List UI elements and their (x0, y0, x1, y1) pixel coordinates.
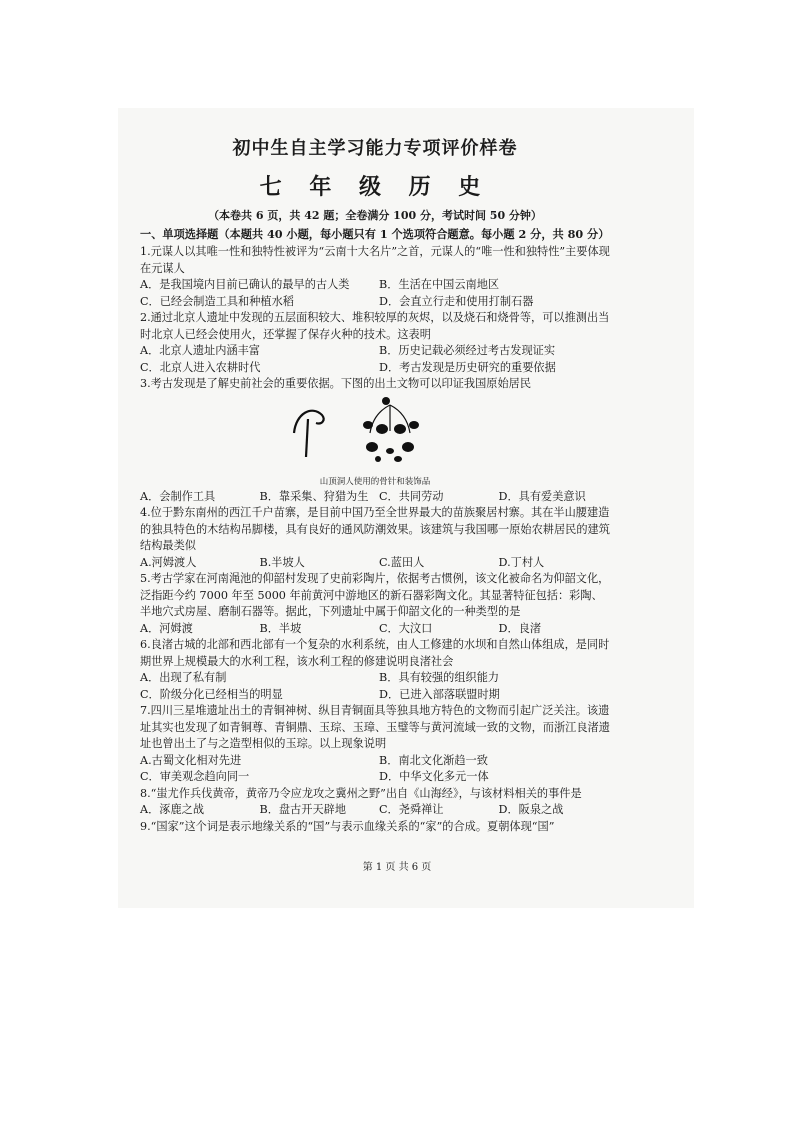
question-8: 8.“蚩尤作兵伐黄帝，黄帝乃令应龙攻之冀州之野”出自《山海经》，与该材料相关的事件是 (140, 786, 582, 800)
question-3: 3.考古发现是了解史前社会的重要依据。下图的出土文物可以印证我国原始居民 (140, 377, 532, 390)
question-1: 1.元谋人以其唯一性和独特性被评为“云南十大名片”之首，元谋人的“唯一性和独特性”主要体现在元谋人 (140, 245, 610, 275)
question-4: 4.位于黔东南州的西江千户苗寨，是目前中国乃至全世界最大的苗族聚居村寨。其在半山腰建造的独具特色的木结构吊脚楼，具有良好的通风防潮效果。该建筑与我国哪一原始农耕居民的建筑结构最类似 (140, 506, 610, 552)
option-a: A．涿鹿之战 (140, 803, 205, 816)
question-7: 7.四川三星堆遗址出土的青铜神树、纵目青铜面具等独具地方特色的文物而引起广泛关注。该遗址其实也发现了如青铜尊、青铜鼎、玉琮、玉璋、玉璧等与黄河流域一致的文物，而浙江良渚遗址也曾出土了与之造型相似的玉琮。以上现象说明 (140, 704, 610, 750)
option-c: C．共同劳动 (379, 489, 444, 503)
option-b: B．具有较强的组织能力 (379, 671, 500, 684)
option-d: D．中华文化多元一体 (379, 770, 489, 783)
option-c: C．大汶口 (379, 621, 433, 635)
question-6: 6.良渚古城的北部和西北部有一个复杂的水利系统，由人工修建的水坝和自然山体组成，是同时期世界上规模最大的水利工程，该水利工程的修建说明良渚社会 (140, 638, 610, 668)
option-c: C．已经会制造工具和种植水稻 (140, 294, 294, 308)
option-a: A．北京人遗址内涵丰富 (140, 344, 260, 357)
figure-caption: 山顶洞人使用的骨针和装饰品 (319, 476, 431, 487)
bone-needle-ornaments-figure (140, 395, 610, 475)
option-b: B．盘古开天辟地 (259, 803, 347, 816)
question-8-options (140, 802, 610, 819)
option-b: B．靠采集、狩猎为生 (259, 489, 369, 503)
option-d: D．考古发现是历史研究的重要依据 (379, 360, 556, 374)
question-5: 5.考古学家在河南渑池的仰韶村发现了史前彩陶片，依据考古惯例，该文化被命名为仰韶文化，泛指距今约 7000 年至 5000 年前黄河中游地区的新石器彩陶文化。其显著特征包括：彩陶、半地穴式房屋、磨制石器等。据此，下列遗址中属于仰韶文化的一种类型的是 (140, 572, 610, 618)
option-d: D．会直立行走和使用打制石器 (379, 294, 534, 308)
option-b: B．半坡 (259, 621, 302, 635)
option-a: A．河姆渡 (140, 621, 193, 635)
exam-info: （本卷共 6 页，共 42 题；全卷满分 100 分，考试时间 50 分钟） (208, 209, 542, 222)
option-c: C．审美观念趋向同一 (140, 770, 250, 783)
option-a: A．出现了私有制 (140, 671, 227, 684)
option-b: B．南北文化渐趋一致 (379, 753, 488, 767)
option-d: D．阪泉之战 (498, 803, 564, 816)
question-2-options (140, 343, 610, 376)
question-1-options (140, 277, 610, 310)
option-d: D．良渚 (498, 621, 542, 635)
option-c: C.蓝田人 (379, 555, 425, 569)
exam-title: 初中生自主学习能力专项评价样卷 (232, 138, 518, 159)
option-a: A．是我国境内目前已确认的最早的古人类 (140, 278, 350, 291)
question-6-options (140, 670, 610, 703)
option-d: D．已进入部落联盟时期 (379, 687, 500, 701)
bone-needle-and-ornaments-image (286, 395, 456, 473)
option-c: C．北京人进入农耕时代 (140, 360, 261, 374)
question-7-options (140, 753, 610, 786)
exam-subject: 七 年 级 历 史 (259, 174, 491, 200)
ornaments-icon (363, 397, 419, 462)
question-3-options (140, 489, 610, 506)
option-b: B．生活在中国云南地区 (379, 278, 500, 291)
question-2: 2.通过北京人遗址中发现的五层面积较大、堆积较厚的灰烬，以及烧石和烧骨等，可以推测出当时北京人已经会使用火，还掌握了保存火种的技术。这表明 (140, 311, 610, 341)
option-a: A.河姆渡人 (140, 555, 197, 569)
option-d: D.丁村人 (498, 555, 545, 569)
question-9: 9.“国家”这个词是表示地缘关系的“国”与表示血缘关系的“家”的合成。夏朝体现“国” (140, 819, 555, 833)
option-c: C．阶级分化已经相当的明显 (140, 687, 283, 701)
option-a: A．会制作工具 (140, 489, 216, 503)
option-a: A.古蜀文化相对先进 (140, 753, 242, 767)
option-b: B．历史记载必须经过考古发现证实 (379, 344, 556, 357)
page-footer: 第 1 页 共 6 页 (362, 862, 432, 873)
option-b: B.半坡人 (259, 555, 305, 569)
option-c: C．尧舜禅让 (379, 803, 444, 816)
option-d: D．具有爱美意识 (498, 489, 586, 503)
section-heading: 一、单项选择题（本题共 40 小题，每小题只有 1 个选项符合题意。每小题 2 分，共 80 分） (140, 227, 610, 241)
question-4-options (140, 555, 610, 572)
exam-page (140, 128, 610, 835)
question-5-options (140, 621, 610, 638)
